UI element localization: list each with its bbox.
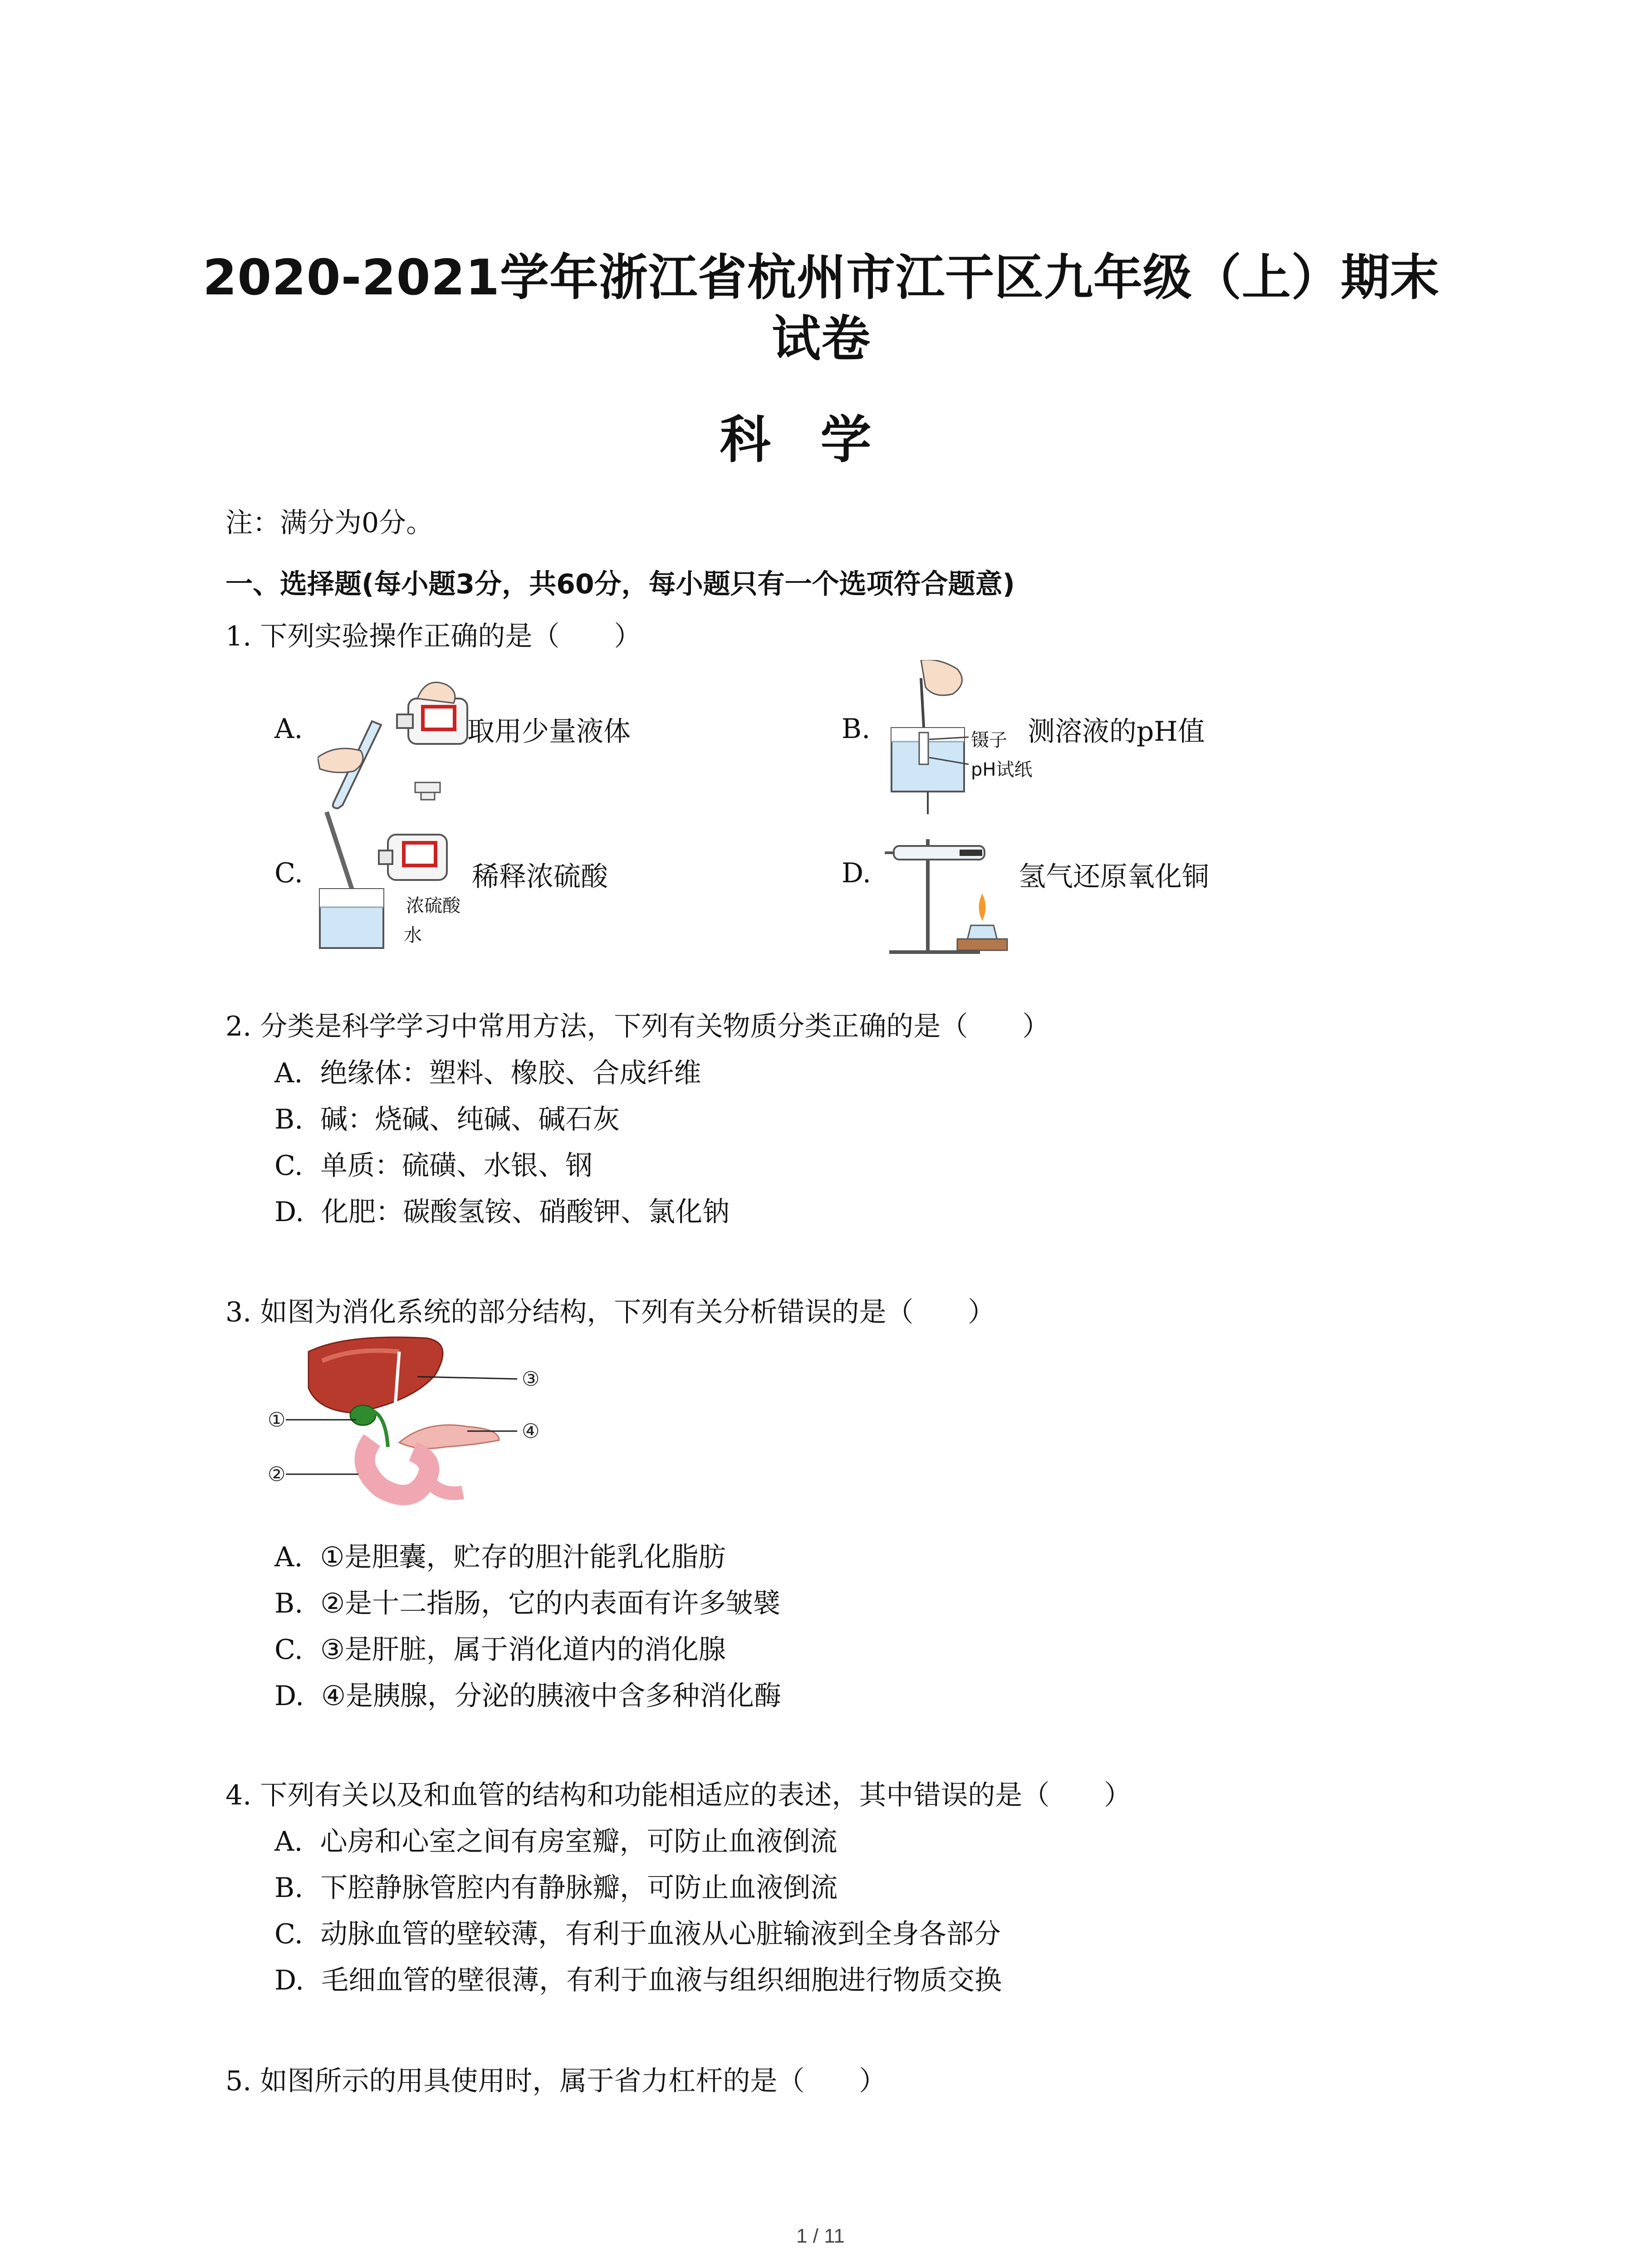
reduction-figure	[885, 830, 1030, 955]
figure-label-2: ②	[268, 1463, 286, 1486]
water-label: 水	[404, 925, 422, 946]
question-3-stem: 3. 如图为消化系统的部分结构，下列有关分析错误的是（ ）	[225, 1296, 995, 1328]
question-5-stem: 5. 如图所示的用具使用时，属于省力杠杆的是（ ）	[225, 2065, 887, 2097]
q3-option-d: D. ④是胰腺，分泌的胰液中含多种消化酶	[274, 1680, 781, 1712]
ph-paper-label: pH试纸	[971, 759, 1033, 780]
digestive-figure	[263, 1334, 554, 1533]
page-number: 1 / 11	[796, 2225, 845, 2247]
q3-option-b: B. ②是十二指肠，它的内表面有许多皱襞	[274, 1588, 781, 1619]
q1-option-b-label: B.	[842, 713, 871, 745]
q4-option-b: B. 下腔静脉管腔内有静脉瓣，可防止血液倒流	[274, 1872, 838, 1904]
conc-acid-label: 浓硫酸	[406, 895, 460, 916]
q1-option-d-label: D.	[842, 857, 872, 889]
q4-option-d: D. 毛细血管的壁很薄，有利于血液与组织细胞进行物质交换	[274, 1965, 1002, 1996]
tweezers-label: 镊子	[971, 730, 1007, 751]
q1-option-b-caption: 测溶液的pH值	[1028, 716, 1205, 748]
q4-option-a: A. 心房和心室之间有房室瓣，可防止血液倒流	[274, 1826, 838, 1857]
question-4-stem: 4. 下列有关以及和血管的结构和功能相适应的表述，其中错误的是（ ）	[225, 1779, 1132, 1811]
q3-option-a: A. ①是胆囊，贮存的胆汁能乳化脂肪	[274, 1541, 726, 1573]
figure-label-1: ①	[268, 1408, 286, 1432]
q2-option-d: D. 化肥：碳酸氢铵、硝酸钾、氯化钠	[274, 1196, 730, 1228]
q3-option-c: C. ③是肝脏，属于消化道内的消化腺	[274, 1634, 726, 1666]
q1-option-d-caption: 氢气还原氧化铜	[1019, 861, 1209, 893]
q1-option-c-caption: 稀释浓硫酸	[472, 861, 608, 893]
q1-option-a-caption: 取用少量液体	[467, 716, 631, 748]
figure-label-3: ③	[522, 1368, 540, 1391]
ph-test-figure	[889, 660, 1034, 816]
dilute-acid-figure	[318, 807, 481, 957]
q2-option-a: A. 绝缘体：塑料、橡胶、合成纤维	[274, 1057, 701, 1089]
subject-heading: 科学	[720, 411, 921, 469]
title-line-1: 2020-2021学年浙江省杭州市江干区九年级（上）期末	[203, 249, 1440, 306]
exam-title	[181, 247, 1461, 370]
q4-option-c: C. 动脉血管的壁较薄，有利于血液从心脏输液到全身各部分	[274, 1918, 1001, 1950]
question-2-stem: 2. 分类是科学学习中常用方法，下列有关物质分类正确的是（ ）	[225, 1011, 1050, 1042]
question-1-stem: 1. 下列实验操作正确的是（ ）	[225, 621, 642, 652]
q1-option-a-label: A.	[274, 713, 303, 745]
q1-option-c-label: C.	[274, 857, 303, 889]
score-note: 注：满分为0分。	[225, 507, 434, 539]
pipette-figure	[318, 671, 472, 812]
title-line-2: 试卷	[771, 311, 871, 367]
section-heading: 一、选择题(每小题3分，共60分，每小题只有一个选项符合题意)	[225, 568, 1015, 600]
q2-option-c: C. 单质：硫磺、水银、钢	[274, 1150, 593, 1182]
figure-label-4: ④	[522, 1420, 540, 1443]
q2-option-b: B. 碱：烧碱、纯碱、碱石灰	[274, 1104, 620, 1135]
